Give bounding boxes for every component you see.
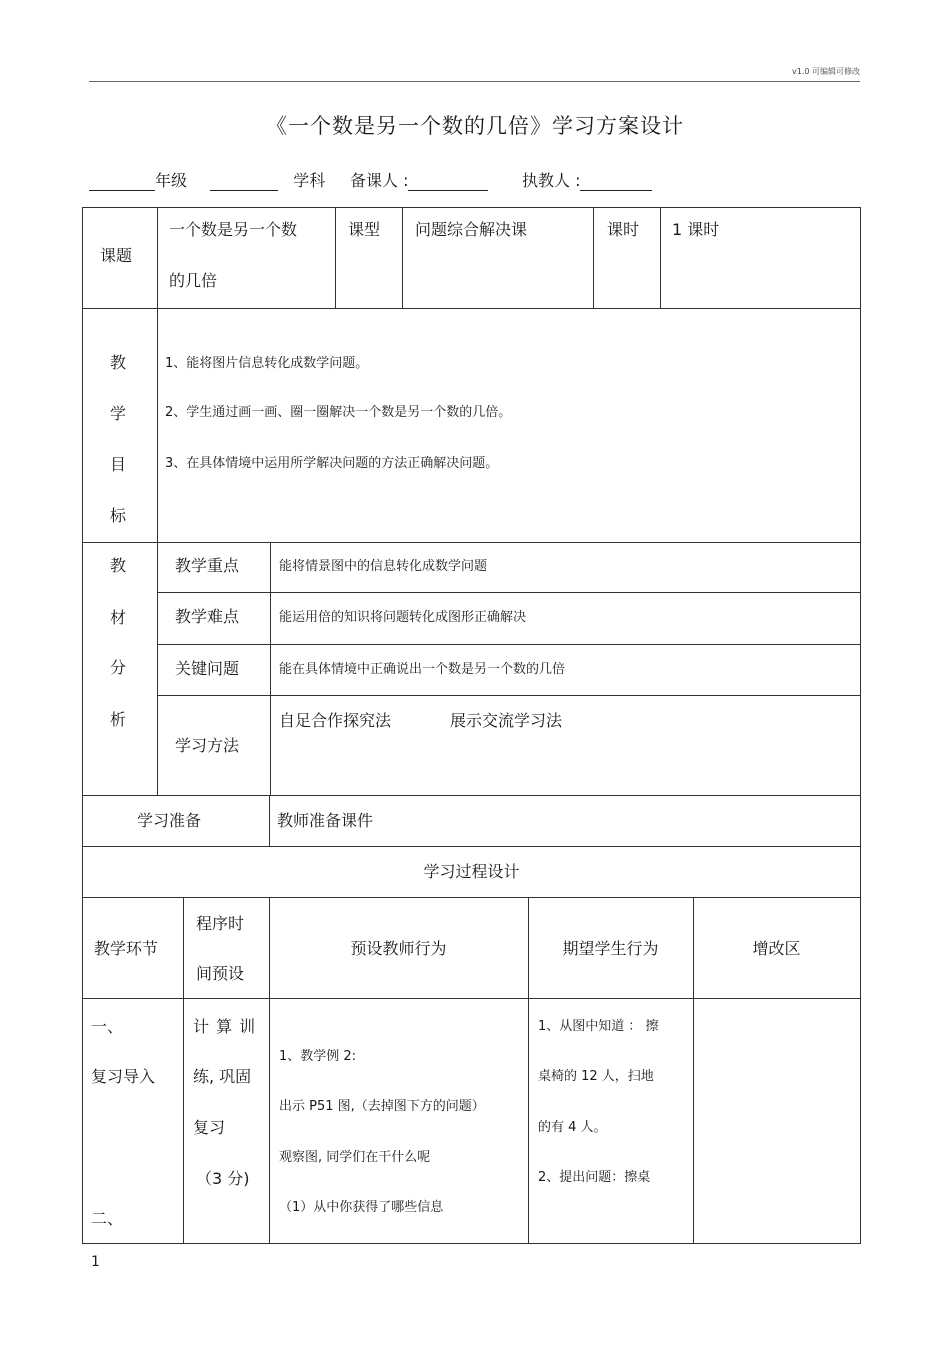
time-line2: 练, 巩固 [193,1067,252,1086]
teacher-line-4: （1）从中你获得了哪些信息 [279,1200,444,1215]
header-rule [89,81,860,82]
key-question-label: 关键问题 [175,659,240,678]
analysis-label-char-4: 析 [110,710,127,729]
student-line-4: 2、提出问题：擦桌 [538,1170,651,1185]
time-line3: 复习 [193,1118,226,1137]
objective-item-2: 2、学生通过画一画、圈一圈解决一个数是另一个数的几倍。 [165,405,512,420]
difficulty-value: 能运用倍的知识将问题转化成图形正确解决 [279,610,527,625]
stage-line1: 一、 [91,1017,124,1036]
analysis-label-char-1: 教 [110,556,127,575]
objectives-label-char-2: 学 [110,404,127,423]
hours-label: 课时 [607,220,640,239]
stage-line2: 复习导入 [91,1067,156,1086]
student-line-1: 1、从图中知道 ： 擦 [538,1019,659,1034]
preparation-label: 学习准备 [137,811,202,830]
type-value: 问题综合解决课 [415,220,528,239]
teacher-line-1: 1、教学例 2: [279,1049,357,1064]
objectives-label-char-1: 教 [110,353,127,372]
topic-value-line2: 的几倍 [169,271,218,290]
col-teacher: 预设教师行为 [350,939,447,958]
student-line-2: 桌椅的 12 人，扫地 [538,1069,654,1084]
col-time-line1: 程序时 [196,914,245,933]
meta-executor: 执教人 : [522,168,652,191]
key-question-value: 能在具体情境中正确说出一个数是另一个数的几倍 [279,662,566,677]
meta-subject: 学科 [210,168,325,191]
objective-item-3: 3、在具体情境中运用所学解决问题的方法正确解决问题。 [165,456,499,471]
table-border-right [860,207,861,1243]
version-label: v1.0 可编辑可修改 [792,67,860,76]
col-revision: 增改区 [752,939,801,958]
student-line-3: 的有 4 人。 [538,1120,607,1135]
hours-value: 1 课时 [672,220,720,239]
teacher-line-2: 出示 P51 图,（去掉图下方的问题） [279,1099,485,1114]
topic-label: 课题 [100,246,133,265]
table-border-left [82,207,83,1243]
objective-item-1: 1、能将图片信息转化成数学问题。 [165,356,369,371]
method-label: 学习方法 [175,736,240,755]
key-point-value: 能将情景图中的信息转化成数学问题 [279,559,488,574]
col-student: 期望学生行为 [562,939,659,958]
analysis-label-char-2: 材 [110,608,127,627]
col-time-line2: 间预设 [196,964,245,983]
time-line1: 计 算 训 [193,1017,257,1036]
analysis-label-char-3: 分 [110,658,127,677]
method-value-1: 自足合作探究法 [279,711,392,730]
objectives-label-char-4: 标 [110,506,127,525]
key-point-label: 教学重点 [175,556,240,575]
meta-grade: 年级 [89,168,187,191]
stage-line3: 二、 [91,1209,124,1228]
topic-value-line1: 一个数是另一个数 [169,220,298,239]
meta-preparer: 备课人 : [350,168,488,191]
objectives-label-char-3: 目 [110,455,127,474]
type-label: 课型 [348,220,381,239]
method-value-2: 展示交流学习法 [450,711,563,730]
teacher-line-3: 观察图, 同学们在干什么呢 [279,1150,431,1165]
preparation-value: 教师准备课件 [277,811,374,830]
process-heading: 学习过程设计 [423,862,520,881]
page-number: 1 [91,1254,100,1270]
difficulty-label: 教学难点 [175,607,240,626]
col-stage: 教学环节 [94,939,159,958]
time-line4: （3 分) [196,1169,250,1188]
document-title: 《一个数是另一个数的几倍》学习方案设计 [266,114,684,138]
